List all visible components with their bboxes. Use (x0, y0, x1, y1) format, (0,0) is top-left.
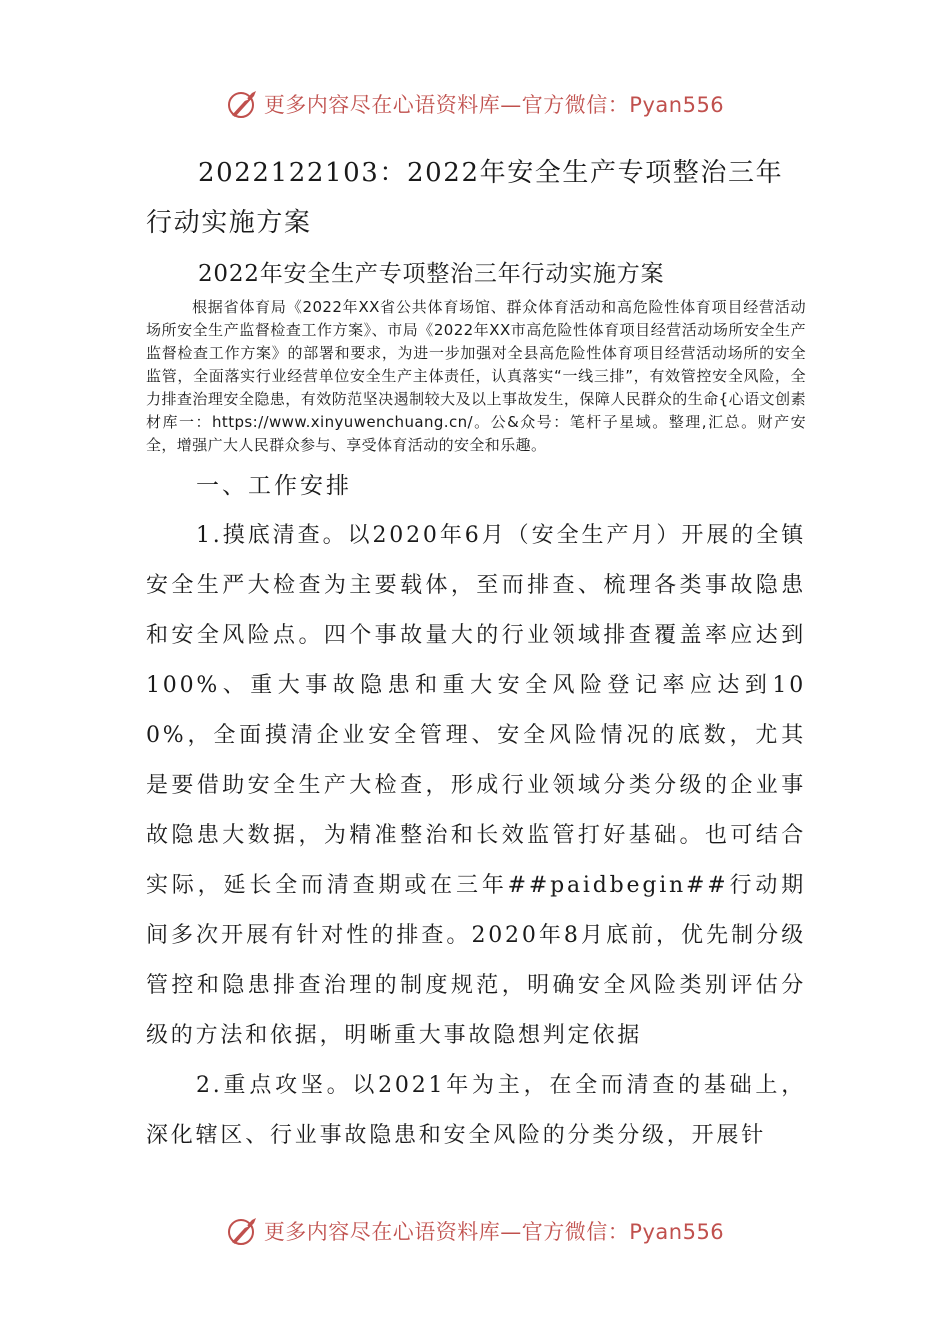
body-paragraph: 1.摸底清查。以2020年6月（安全生产月）开展的全镇安全生严大检查为主要载体，至而排查、梳理各类事故隐患和安全风险点。四个事故量大的行业领域排查覆盖率应达到100%、重大事故隐患和重大安全风险登记率应达到100%，全面摸清企业安全管理、安全风险情况的底数，尤其是要借助安全生产大检查，形成行业领域分类分级的企业事故隐患大数据，为精准整治和长效监管打好基础。也可结合实际，延长全而清查期或在三年##paidbegin##行动期间多次开展有针对性的排查。2020年8月底前，优先制分级管控和隐患排查治理的制度规范，明确安全风险类别评估分级的方法和依据，明晰重大事故隐想判定依据 (146, 523, 806, 1048)
banner-text: 更多内容尽在心语资料库—官方微信：Pyan556 (263, 1220, 725, 1244)
intro-paragraph: 根据省体育局《2022年XX省公共体育场馆、群众体育活动和高危险性体育项目经营活动场所安全生产监督检查工作方案》、市局《2022年XX市高危险性体育项目经营活动场所安全生产监督检查工作方案》的部署和要求，为进一步加强对全县高危险性体育项目经营活动场所的安全监管，全面落实行业经营单位安全生产主体责任，认真落实“一线三排”，有效管控安全风险，全力排查治理安全隐患，有效防范坚决遏制较大及以上事故发生，保障人民群众的生命{心语文创素材库一：https://www.xinyuwenchuang.cn/。公&众号：笔杆子星域。整理,汇总。财产安全，增强广大人民群众参与、享受体育活动的安全和乐趣。 (146, 298, 806, 454)
document-subtitle: 2022年安全生产专项整治三年行动实施方案 (198, 261, 665, 287)
document-body (146, 148, 806, 1161)
quill-pen-logo-icon (226, 87, 260, 121)
document-title: 2022122103：2022年安全生产专项整治三年行动实施方案 (146, 158, 784, 238)
body-paragraph: 2.重点攻坚。以2021年为主，在全而清查的基础上，深化辖区、行业事故隐患和安全风险的分类分级，开展针 (146, 1073, 806, 1148)
section-heading: 一、工作安排 (196, 473, 352, 499)
header-banner (0, 84, 950, 124)
quill-pen-logo-icon (226, 1214, 260, 1248)
banner-text: 更多内容尽在心语资料库—官方微信：Pyan556 (263, 93, 725, 117)
footer-banner (0, 1211, 950, 1251)
